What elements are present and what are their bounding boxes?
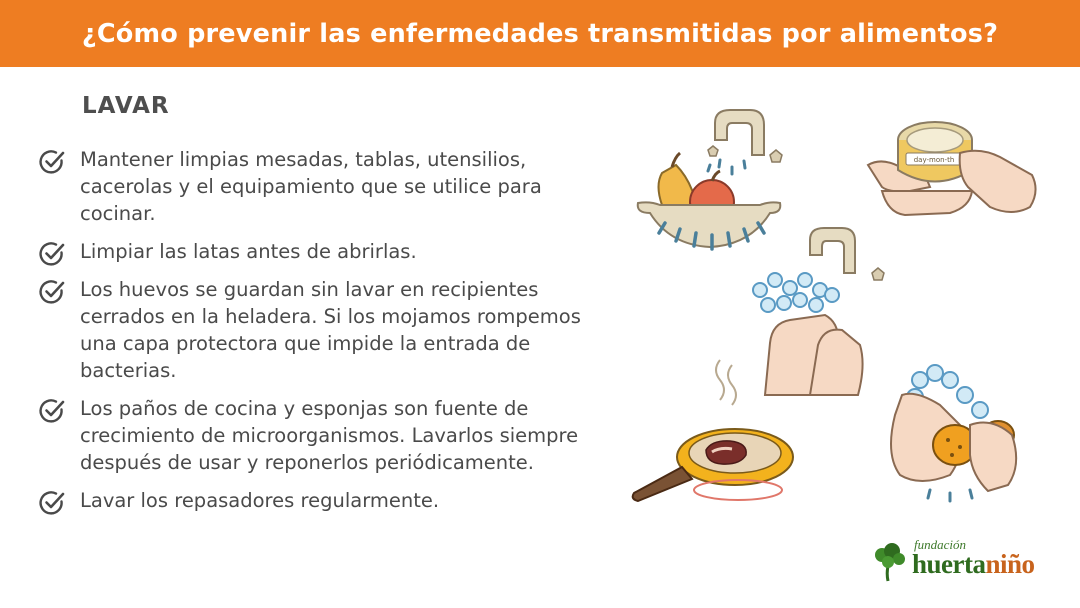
washing-illustration: [620, 95, 1060, 525]
list-item: [38, 487, 598, 514]
check-circle-icon: [38, 148, 66, 176]
page-title: ¿Cómo prevenir las enfermedades transmitidas por alimentos?: [81, 18, 999, 49]
logo-wordmark: [912, 549, 1035, 580]
check-circle-icon: [38, 240, 66, 268]
brand-logo: [868, 535, 1053, 585]
tip-text: Los huevos se guardan sin lavar en recipientes cerrados en la heladera. Si los mojamos rompemos una capa protectora que impide la entrada de bacterias.: [80, 278, 581, 382]
handwashing-illustration: [753, 228, 884, 395]
check-circle-icon: [38, 278, 66, 306]
check-circle-icon: [38, 397, 66, 425]
logo-wordmark-part1: huerta: [912, 549, 986, 579]
logo-tagline: fundación: [914, 537, 966, 552]
sponge-washing-illustration: [891, 365, 1016, 501]
check-circle-icon: [38, 489, 66, 517]
fruit-colander-illustration: [638, 110, 782, 249]
list-item: [38, 395, 598, 476]
tip-text: Lavar los repasadores regularmente.: [80, 489, 440, 512]
can-cleaning-illustration: [868, 122, 1036, 215]
section-title: LAVAR: [82, 93, 170, 119]
header-banner: [0, 0, 1080, 67]
tip-text: Los paños de cocina y esponjas son fuente de crecimiento de microorganismos. Lavarlos siempre después de usar y reponerlos periódicamente.: [80, 397, 579, 474]
tip-text: Mantener limpias mesadas, tablas, utensilios, cacerolas y el equipamiento que se utilice para cocinar.: [80, 148, 542, 225]
can-label: day-mon-th: [913, 156, 955, 164]
tip-text: Limpiar las latas antes de abrirlas.: [80, 240, 417, 263]
list-item: [38, 146, 598, 227]
tree-icon: [868, 541, 910, 583]
list-item: [38, 238, 598, 265]
logo-wordmark-part2: niño: [985, 549, 1035, 579]
list-item: [38, 276, 598, 384]
tips-list: [38, 146, 598, 525]
